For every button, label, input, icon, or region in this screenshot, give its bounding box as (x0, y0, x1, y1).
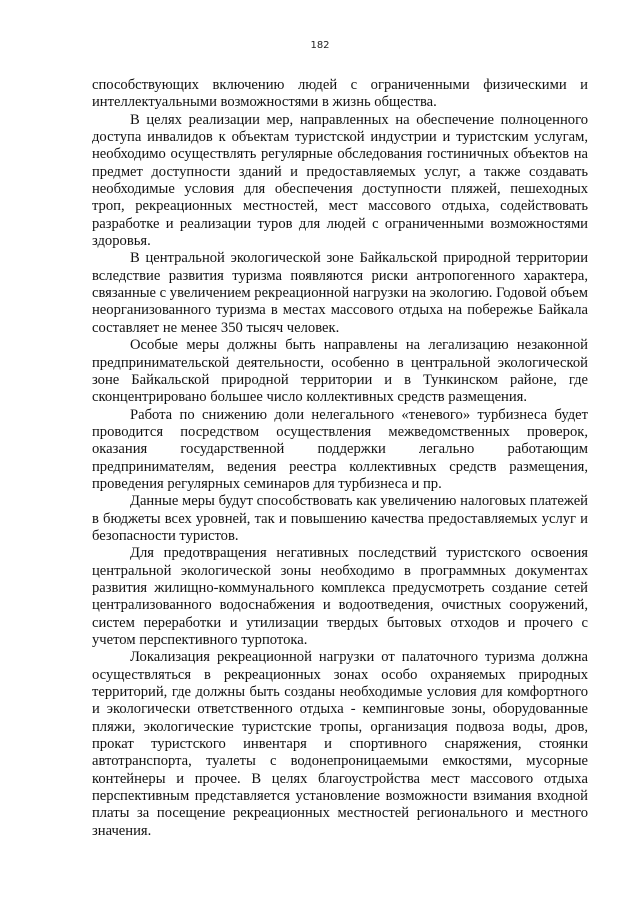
page-number: 182 (310, 40, 330, 51)
paragraph-shadow-business: Работа по снижению доли нелегального «теневого» турбизнеса будет проводится посредством осуществления межведомственных проверок, оказания государственной поддержки легально работающим предпринимателям, ведения реестра коллективных средств размещения, проведения регулярных семинаров для турбизнеса и пр. (92, 406, 588, 492)
paragraph-tent-tourism: Локализация рекреационной нагрузки от палаточного туризма должна осуществляться в рекреационных зонах особо охраняемых природных территорий, где должны быть созданы необходимые условия для комфортного и экологически ответственного отдыха - кемпинговые зоны, оборудованные пляжи, экологические туристские тропы, организация подвоза воды, дров, прокат туристского инвентаря и спортивного снаряжения, стоянки автотранспорта, туалеты с водонепроницаемыми емкостями, мусорные контейнеры и прочее. В целях благоустройства мест массового отдыха перспективным представляется установление возможности взимания входной платы за посещение рекреационных местностей регионального и местного значения. (92, 649, 588, 839)
paragraph-infrastructure: Для предотвращения негативных последствий туристского освоения центральной экологической зоны необходимо в программных документах развития жилищно-коммунального комплекса предусмотреть создание сетей централизованного водоснабжения и водоотведения, очистных сооружений, систем переработки и утилизации твердых бытовых отходов и прочего с учетом перспективного турпотока. (92, 545, 588, 648)
paragraph-accessibility: В целях реализации мер, направленных на обеспечение полноценного доступа инвалидов к объектам туристской индустрии и туристским услугам, необходимо осуществлять регулярные обследования гостиничных объектов на предмет доступности зданий и предоставляемых услуг, а также создавать необходимые условия для обеспечения доступности пляжей, пешеходных троп, рекреационных местностей, мест массового отдыха, содействовать разработке и реализации туров для людей с ограниченными возможностями здоровья. (92, 111, 588, 250)
paragraph-tax-effects: Данные меры будут способствовать как увеличению налоговых платежей в бюджеты всех уровней, так и повышению качества предоставляемых услуг и безопасности туристов. (92, 493, 588, 544)
paragraph-continuation: способствующих включению людей с ограниченными физическими и интеллектуальными возможностями в жизнь общества. (92, 77, 588, 111)
paragraph-legalization: Особые меры должны быть направлены на легализацию незаконной предпринимательской деятельности, особенно в центральной экологической зоне Байкальской природной территории и в Тункинском районе, где сконцентрировано большее число коллективных средств размещения. (92, 337, 588, 406)
paragraph-ecological-zone: В центральной экологической зоне Байкальской природной территории вследствие развития туризма появляются риски антропогенного характера, связанные с увеличением рекреационной нагрузки на экологию. Годовой объем неорганизованного туризма в местах массового отдыха на побережье Байкала составляет не менее 350 тысяч человек. (92, 250, 588, 336)
body-text (92, 77, 588, 840)
